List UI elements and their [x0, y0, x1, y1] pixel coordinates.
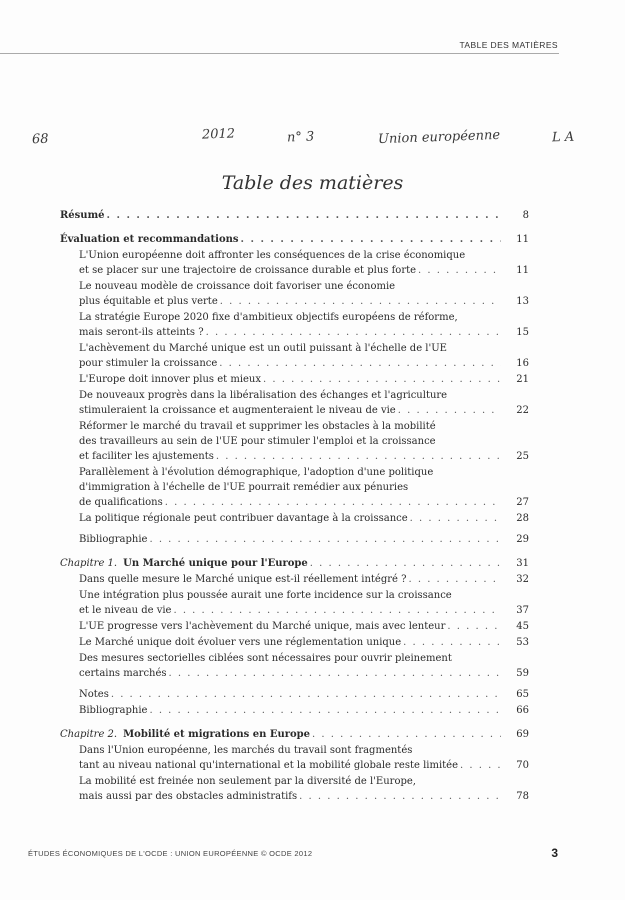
dot-leader: [220, 294, 501, 309]
page-title: Table des matières: [221, 172, 404, 194]
toc-entry-line: tant au niveau national qu'international et la mobilité globale reste limitée: [79, 760, 458, 771]
toc-entry-line: de qualifications: [79, 497, 163, 508]
header-rule: [0, 53, 559, 54]
toc-page-number: 32: [516, 574, 529, 585]
dot-leader: [169, 666, 501, 681]
toc-entry-line: L'Union européenne doit affronter les conséquences de la crise économique: [79, 250, 466, 261]
toc-entry-line: Bibliographie: [79, 705, 148, 716]
dot-leader: [111, 687, 501, 702]
toc-entry-line: et se placer sur une trajectoire de croissance durable et plus forte: [79, 265, 417, 276]
toc-page-number: 28: [516, 513, 529, 524]
toc-entry: [60, 651, 529, 681]
dot-leader: [107, 208, 501, 223]
toc-entry-line: Le Marché unique doit évoluer vers une réglementation unique: [79, 637, 402, 648]
toc-entry: [60, 419, 529, 464]
toc-entry-line: Parallèlement à l'évolution démographique, l'adoption d'une politique: [79, 467, 434, 478]
dot-leader: [403, 635, 501, 650]
toc-entry-line: La stratégie Europe 2020 fixe d'ambitieux objectifs européens de réforme,: [79, 312, 458, 323]
dot-leader: [460, 758, 501, 773]
toc-entry: [60, 619, 529, 634]
toc-entry: [60, 635, 529, 650]
toc-entry: [60, 465, 529, 510]
page-number: 3: [551, 846, 558, 860]
toc-entry-line: stimuleraient la croissance et augmenteraient le niveau de vie: [79, 405, 396, 416]
chapter-number: Chapitre 2.: [60, 729, 118, 740]
toc-entry-line: pour stimuler la croissance: [79, 358, 218, 369]
toc-entry: [60, 388, 529, 418]
dot-leader: [408, 572, 501, 587]
dot-leader: [216, 449, 501, 464]
toc-entry-line: L'achèvement du Marché unique est un outil puissant à l'échelle de l'UE: [79, 343, 447, 354]
toc-entry: [60, 248, 529, 278]
toc-entry-line: d'immigration à l'échelle de l'UE pourrait remédier aux pénuries: [79, 482, 409, 493]
dot-leader: [310, 556, 501, 571]
toc-page-number: 16: [516, 358, 529, 369]
chapter-title: Mobilité et migrations en Europe: [123, 729, 311, 740]
toc-page-number: 15: [516, 327, 529, 338]
toc-entry-line: L'Europe doit innover plus et mieux: [79, 374, 262, 385]
dot-leader: [219, 356, 501, 371]
toc-page-number: 78: [516, 791, 529, 802]
toc-entry-line: La politique régionale peut contribuer davantage à la croissance: [79, 513, 408, 524]
dot-leader: [418, 263, 501, 278]
toc-page-number: 45: [516, 621, 529, 632]
dot-leader: [263, 372, 501, 387]
toc-page-number: 53: [516, 637, 529, 648]
toc-entry-line: Des mesures sectorielles ciblées sont nécessaires pour ouvrir pleinement: [79, 653, 452, 664]
toc-entry-line: mais aussi par des obstacles administratifs: [79, 791, 298, 802]
toc-page-number: 25: [516, 451, 529, 462]
toc-entry: [60, 232, 529, 247]
toc-entry: [60, 372, 529, 387]
toc-entry-line: L'UE progresse vers l'achèvement du Marché unique, mais avec lenteur: [79, 621, 446, 632]
toc-page-number: 69: [516, 729, 529, 740]
toc-page-number: 13: [516, 296, 529, 307]
toc-entry: [60, 774, 529, 804]
toc-entry: [60, 556, 529, 571]
toc-page-number: 29: [516, 534, 529, 545]
toc-entry-line: La mobilité est freinée non seulement par la diversité de l'Europe,: [79, 776, 416, 787]
toc-entry-line: plus équitable et plus verte: [79, 296, 218, 307]
toc-page-number: 65: [516, 689, 529, 700]
toc-entry: [60, 310, 529, 340]
toc-entry-line: et faciliter les ajustements: [79, 451, 214, 462]
toc-page-number: 59: [516, 668, 529, 679]
toc-entry-line: et le niveau de vie: [79, 605, 172, 616]
toc-page-number: 66: [516, 705, 529, 716]
handwritten-year: 2012: [201, 126, 236, 143]
toc-entry-line: De nouveaux progrès dans la libéralisation des échanges et l'agriculture: [79, 390, 448, 401]
toc-page-number: 31: [516, 558, 529, 569]
toc-entry-line: Le nouveau modèle de croissance doit favoriser une économie: [79, 281, 396, 292]
running-head-label: TABLE DES MATIÈRES: [459, 40, 558, 50]
toc-entry: [60, 208, 529, 223]
toc-entry: [60, 588, 529, 618]
dot-leader: [165, 495, 501, 510]
toc-entry-line: Dans l'Union européenne, les marchés du travail sont fragmentés: [79, 745, 413, 756]
toc-entry-line: Résumé: [60, 210, 105, 221]
toc-entry-line: Bibliographie: [79, 534, 148, 545]
toc-page-number: 11: [516, 234, 529, 245]
toc-entry: [60, 511, 529, 526]
handwritten-issue: n° 3: [286, 129, 315, 146]
toc-entry-line: Dans quelle mesure le Marché unique est-il réellement intégré ?: [79, 574, 407, 585]
dot-leader: [206, 325, 501, 340]
toc-page-number: 21: [516, 374, 529, 385]
toc-entry: [60, 687, 529, 702]
toc-page-number: 70: [516, 760, 529, 771]
toc-entry: [60, 727, 529, 742]
table-of-contents: [60, 208, 529, 804]
toc-entry-line: mais seront-ils atteints ?: [79, 327, 204, 338]
toc-entry-line: Une intégration plus poussée aurait une forte incidence sur la croissance: [79, 590, 452, 601]
handwritten-subject: Union européenne: [377, 127, 501, 148]
toc-entry: [60, 703, 529, 718]
toc-entry-line: certains marchés: [79, 668, 167, 679]
toc-page-number: 27: [516, 497, 529, 508]
dot-leader: [447, 619, 501, 634]
toc-page-number: 37: [516, 605, 529, 616]
dot-leader: [299, 789, 501, 804]
dot-leader: [241, 232, 501, 247]
toc-entry: [60, 279, 529, 309]
footer-text: ÉTUDES ÉCONOMIQUES DE L'OCDE : UNION EUROPÉENNE © OCDE 2012: [28, 849, 313, 858]
toc-entry-line: des travailleurs au sein de l'UE pour stimuler l'emploi et la croissance: [79, 436, 436, 447]
toc-page-number: 8: [522, 210, 529, 221]
toc-entry: [60, 572, 529, 587]
handwritten-number: 68: [31, 131, 49, 148]
dot-leader: [173, 603, 501, 618]
toc-entry-line: Réformer le marché du travail et supprimer les obstacles à la mobilité: [79, 421, 436, 432]
chapter-title: Un Marché unique pour l'Europe: [123, 558, 308, 569]
toc-entry: [60, 532, 529, 547]
toc-entry: [60, 743, 529, 773]
dot-leader: [410, 511, 501, 526]
toc-entry-line: Notes: [79, 689, 109, 700]
handwritten-initials: L A: [551, 129, 575, 146]
dot-leader: [149, 703, 501, 718]
chapter-number: Chapitre 1.: [60, 558, 118, 569]
toc-entry-line: Évaluation et recommandations: [60, 234, 239, 245]
dot-leader: [398, 403, 501, 418]
toc-entry: [60, 341, 529, 371]
dot-leader: [149, 532, 501, 547]
toc-page-number: 11: [516, 265, 529, 276]
toc-page-number: 22: [516, 405, 529, 416]
dot-leader: [312, 727, 501, 742]
